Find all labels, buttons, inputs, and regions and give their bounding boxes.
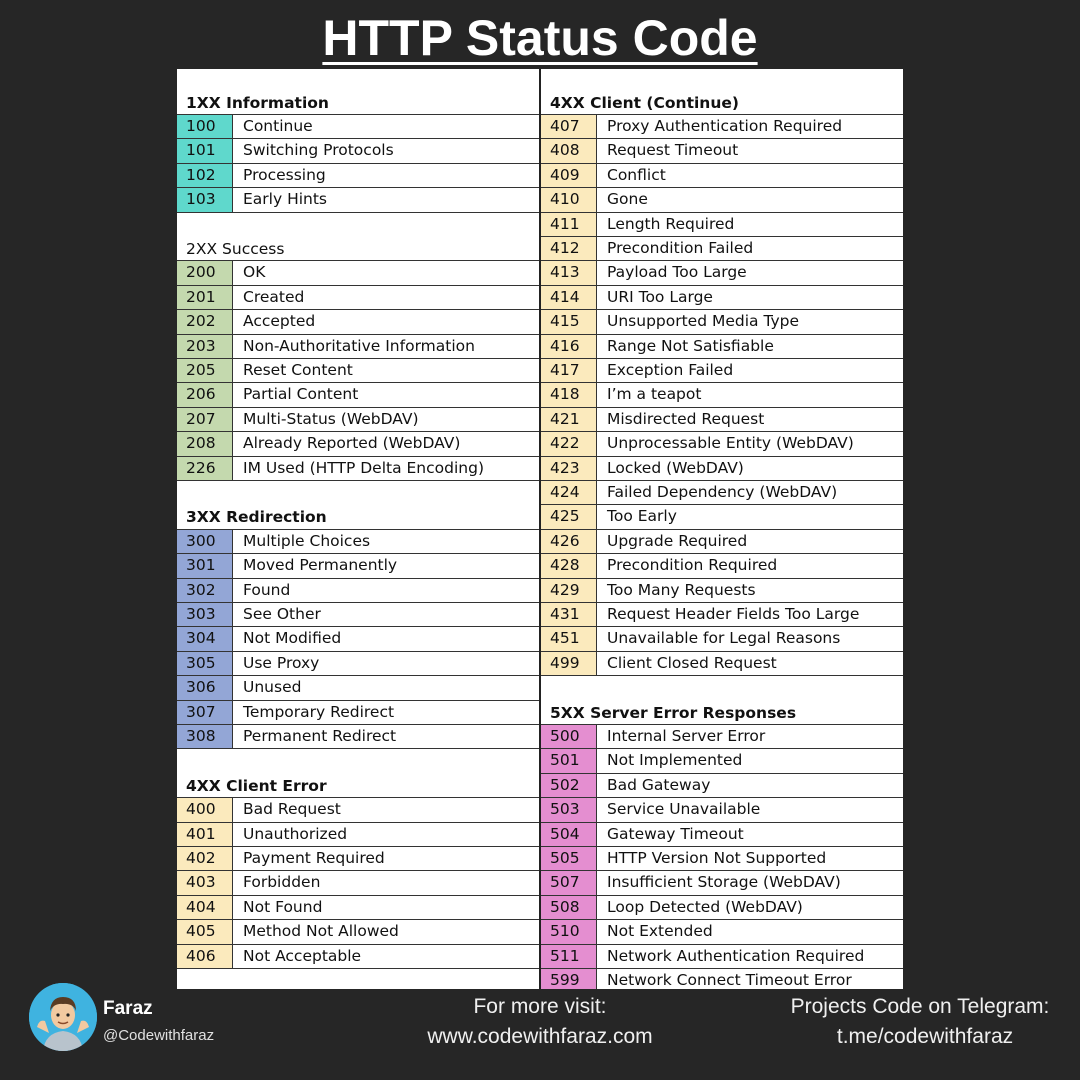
table-row — [177, 115, 539, 139]
table-row — [177, 164, 539, 188]
status-description: Locked (WebDAV) — [607, 458, 744, 477]
table-row — [177, 554, 539, 578]
status-description: Conflict — [607, 165, 666, 184]
author-handle: @Codewithfaraz — [103, 1027, 215, 1044]
status-code: 424 — [541, 481, 597, 504]
status-code: 429 — [541, 579, 597, 602]
table-row — [541, 969, 903, 989]
status-code: 400 — [177, 798, 233, 821]
status-code: 504 — [541, 823, 597, 846]
status-code: 100 — [177, 115, 233, 138]
visit-label: For more visit: — [473, 995, 607, 1018]
status-code: 507 — [541, 871, 597, 894]
table-row — [541, 579, 903, 603]
table-row — [541, 115, 903, 139]
status-code: 499 — [541, 652, 597, 675]
status-description: Too Many Requests — [607, 580, 756, 599]
status-code: 416 — [541, 335, 597, 358]
status-code: 505 — [541, 847, 597, 870]
status-code: 423 — [541, 457, 597, 480]
status-code: 500 — [541, 725, 597, 748]
status-code: 510 — [541, 920, 597, 943]
table-row — [541, 408, 903, 432]
status-code: 406 — [177, 945, 233, 968]
status-description: Temporary Redirect — [243, 702, 395, 721]
status-code: 431 — [541, 603, 597, 626]
status-code: 502 — [541, 774, 597, 797]
table-row — [541, 213, 903, 237]
table-row — [177, 652, 539, 676]
status-description: Forbidden — [243, 873, 321, 892]
status-code: 414 — [541, 286, 597, 309]
status-description: Length Required — [607, 214, 735, 233]
status-description: OK — [243, 263, 266, 282]
table-row — [541, 261, 903, 285]
status-description: Too Early — [607, 507, 677, 526]
table-row — [541, 871, 903, 895]
status-code: 301 — [177, 554, 233, 577]
status-description: Gateway Timeout — [607, 824, 744, 843]
page-title — [0, 8, 1080, 68]
status-description: Created — [243, 287, 305, 306]
status-description: Processing — [243, 165, 326, 184]
status-code: 306 — [177, 676, 233, 699]
table-row — [177, 432, 539, 456]
table-row — [541, 237, 903, 261]
right-column — [541, 69, 903, 989]
status-code: 405 — [177, 920, 233, 943]
status-description: Multi-Status (WebDAV) — [243, 409, 419, 428]
page-title-text: HTTP Status Code — [322, 10, 758, 66]
status-description: Client Closed Request — [607, 653, 777, 672]
status-description: Bad Gateway — [607, 775, 711, 794]
status-description: Loop Detected (WebDAV) — [607, 897, 803, 916]
table-row — [541, 164, 903, 188]
status-description: Upgrade Required — [607, 531, 748, 550]
status-description: Unauthorized — [243, 824, 348, 843]
status-code: 451 — [541, 627, 597, 650]
table-row — [541, 627, 903, 651]
status-code: 203 — [177, 335, 233, 358]
table-row — [541, 603, 903, 627]
status-code: 411 — [541, 213, 597, 236]
status-description: Found — [243, 580, 291, 599]
status-description: Use Proxy — [243, 653, 320, 672]
status-code: 102 — [177, 164, 233, 187]
status-description: Switching Protocols — [243, 141, 394, 160]
status-description: Unsupported Media Type — [607, 312, 800, 331]
status-code: 501 — [541, 749, 597, 772]
status-description: Payment Required — [243, 849, 385, 867]
status-description: Precondition Required — [607, 556, 778, 575]
table-row — [177, 408, 539, 432]
status-code: 418 — [541, 383, 597, 406]
status-description: Multiple Choices — [243, 531, 371, 550]
status-code: 226 — [177, 457, 233, 480]
status-code: 425 — [541, 505, 597, 528]
visit-link[interactable]: www.codewithfaraz.com — [427, 1025, 653, 1048]
table-row — [177, 823, 539, 847]
table-row — [177, 286, 539, 310]
status-description: Early Hints — [243, 190, 328, 209]
table-row — [177, 335, 539, 359]
status-description: Not Found — [243, 897, 323, 916]
status-code: 401 — [177, 823, 233, 846]
status-description: Network Connect Timeout Error — [607, 971, 852, 989]
status-code: 206 — [177, 383, 233, 406]
status-description: Precondition Failed — [607, 239, 754, 257]
table-row — [541, 457, 903, 481]
status-description: URI Too Large — [607, 287, 713, 306]
status-code: 302 — [177, 579, 233, 602]
avatar — [29, 983, 97, 1051]
status-code: 404 — [177, 896, 233, 919]
table-row — [177, 847, 539, 871]
status-code: 304 — [177, 627, 233, 650]
table-row — [541, 652, 903, 676]
status-code: 428 — [541, 554, 597, 577]
table-row — [541, 139, 903, 163]
table-row — [541, 530, 903, 554]
table-row — [177, 725, 539, 749]
status-description: Bad Request — [243, 800, 341, 819]
status-description: See Other — [243, 605, 321, 623]
table-row — [177, 530, 539, 554]
status-description: Continue — [243, 117, 313, 135]
author-name: Faraz — [103, 998, 153, 1019]
table-row — [541, 896, 903, 920]
status-code: 402 — [177, 847, 233, 870]
table-row — [177, 579, 539, 603]
status-code: 307 — [177, 701, 233, 724]
table-row — [177, 676, 539, 700]
status-code: 305 — [177, 652, 233, 675]
table-row — [541, 286, 903, 310]
status-code: 303 — [177, 603, 233, 626]
table-row — [541, 359, 903, 383]
status-description: Method Not Allowed — [243, 922, 399, 941]
status-code: 409 — [541, 164, 597, 187]
status-description: Request Header Fields Too Large — [607, 605, 860, 623]
status-description: Unprocessable Entity (WebDAV) — [607, 434, 854, 453]
table-row — [541, 505, 903, 529]
status-description: Already Reported (WebDAV) — [243, 434, 461, 453]
status-code: 503 — [541, 798, 597, 821]
table-row — [177, 383, 539, 407]
table-row — [177, 896, 539, 920]
status-code: 200 — [177, 261, 233, 284]
table-row — [541, 335, 903, 359]
status-code: 103 — [177, 188, 233, 211]
table-row — [541, 749, 903, 773]
status-code: 421 — [541, 408, 597, 431]
left-column — [177, 69, 541, 989]
status-code: 101 — [177, 139, 233, 162]
table-row — [177, 603, 539, 627]
table-row — [541, 481, 903, 505]
table-row — [177, 945, 539, 969]
status-code: 599 — [541, 969, 597, 989]
table-row — [177, 920, 539, 944]
table-row — [541, 920, 903, 944]
table-row — [541, 310, 903, 334]
table-row — [541, 554, 903, 578]
status-code: 403 — [177, 871, 233, 894]
table-row — [541, 188, 903, 212]
table-row — [177, 261, 539, 285]
status-code: 201 — [177, 286, 233, 309]
status-description: Not Modified — [243, 629, 342, 648]
status-code: 508 — [541, 896, 597, 919]
status-description: Network Authentication Required — [607, 946, 865, 965]
section-header: 5XX Server Error Responses — [541, 701, 903, 725]
status-description: Payload Too Large — [607, 263, 747, 282]
status-code: 511 — [541, 945, 597, 968]
table-row — [541, 847, 903, 871]
section-header: 4XX Client Error — [177, 774, 539, 798]
telegram-link[interactable]: t.me/codewithfaraz — [836, 1025, 1014, 1048]
table-row — [541, 774, 903, 798]
status-code: 407 — [541, 115, 597, 138]
status-code: 208 — [177, 432, 233, 455]
table-row — [177, 627, 539, 651]
status-description: Insufficient Storage (WebDAV) — [607, 873, 841, 892]
memoji-avatar-icon — [29, 983, 97, 1051]
table-row — [541, 823, 903, 847]
status-code: 202 — [177, 310, 233, 333]
section-header: 3XX Redirection — [177, 505, 539, 529]
status-code: 300 — [177, 530, 233, 553]
status-description: Not Acceptable — [243, 946, 362, 965]
table-row — [177, 139, 539, 163]
section-header: 2XX Success — [177, 237, 539, 261]
table-row — [541, 725, 903, 749]
table-row — [177, 457, 539, 481]
table-row — [177, 359, 539, 383]
status-description: Not Extended — [607, 922, 713, 941]
status-description: Range Not Satisfiable — [607, 336, 774, 355]
status-description: Internal Server Error — [607, 727, 766, 745]
status-description: Exception Failed — [607, 361, 734, 379]
status-code-table — [177, 69, 903, 989]
status-description: IM Used (HTTP Delta Encoding) — [243, 458, 484, 477]
status-description: I’m a teapot — [607, 385, 702, 404]
table-row — [177, 798, 539, 822]
status-description: Reset Content — [243, 361, 353, 379]
table-row — [177, 701, 539, 725]
status-description: Permanent Redirect — [243, 727, 397, 745]
status-code: 426 — [541, 530, 597, 553]
status-code: 410 — [541, 188, 597, 211]
status-code: 205 — [177, 359, 233, 382]
status-code: 308 — [177, 725, 233, 748]
table-row — [541, 432, 903, 456]
status-description: Non-Authoritative Information — [243, 336, 475, 355]
table-row — [177, 188, 539, 212]
table-row — [541, 383, 903, 407]
status-code: 413 — [541, 261, 597, 284]
status-code: 207 — [177, 408, 233, 431]
status-description: Gone — [607, 190, 648, 209]
table-row — [541, 945, 903, 969]
status-description: Accepted — [243, 312, 316, 331]
telegram-label: Projects Code on Telegram: — [790, 995, 1050, 1018]
section-header: 4XX Client (Continue) — [541, 91, 903, 115]
table-row — [541, 798, 903, 822]
table-row — [177, 871, 539, 895]
table-row — [177, 310, 539, 334]
status-description: Proxy Authentication Required — [607, 117, 843, 135]
status-description: Unavailable for Legal Reasons — [607, 629, 841, 648]
status-code: 412 — [541, 237, 597, 260]
status-code: 408 — [541, 139, 597, 162]
status-description: Misdirected Request — [607, 409, 765, 428]
status-description: Unused — [243, 678, 302, 697]
status-description: Failed Dependency (WebDAV) — [607, 483, 838, 501]
status-description: Partial Content — [243, 385, 359, 404]
status-description: Moved Permanently — [243, 556, 398, 575]
status-code: 422 — [541, 432, 597, 455]
section-header: 1XX Information — [177, 91, 539, 115]
status-code: 417 — [541, 359, 597, 382]
status-description: Not Implemented — [607, 751, 743, 770]
status-description: Service Unavailable — [607, 800, 761, 819]
status-code: 415 — [541, 310, 597, 333]
status-description: Request Timeout — [607, 141, 739, 160]
status-description: HTTP Version Not Supported — [607, 849, 827, 867]
